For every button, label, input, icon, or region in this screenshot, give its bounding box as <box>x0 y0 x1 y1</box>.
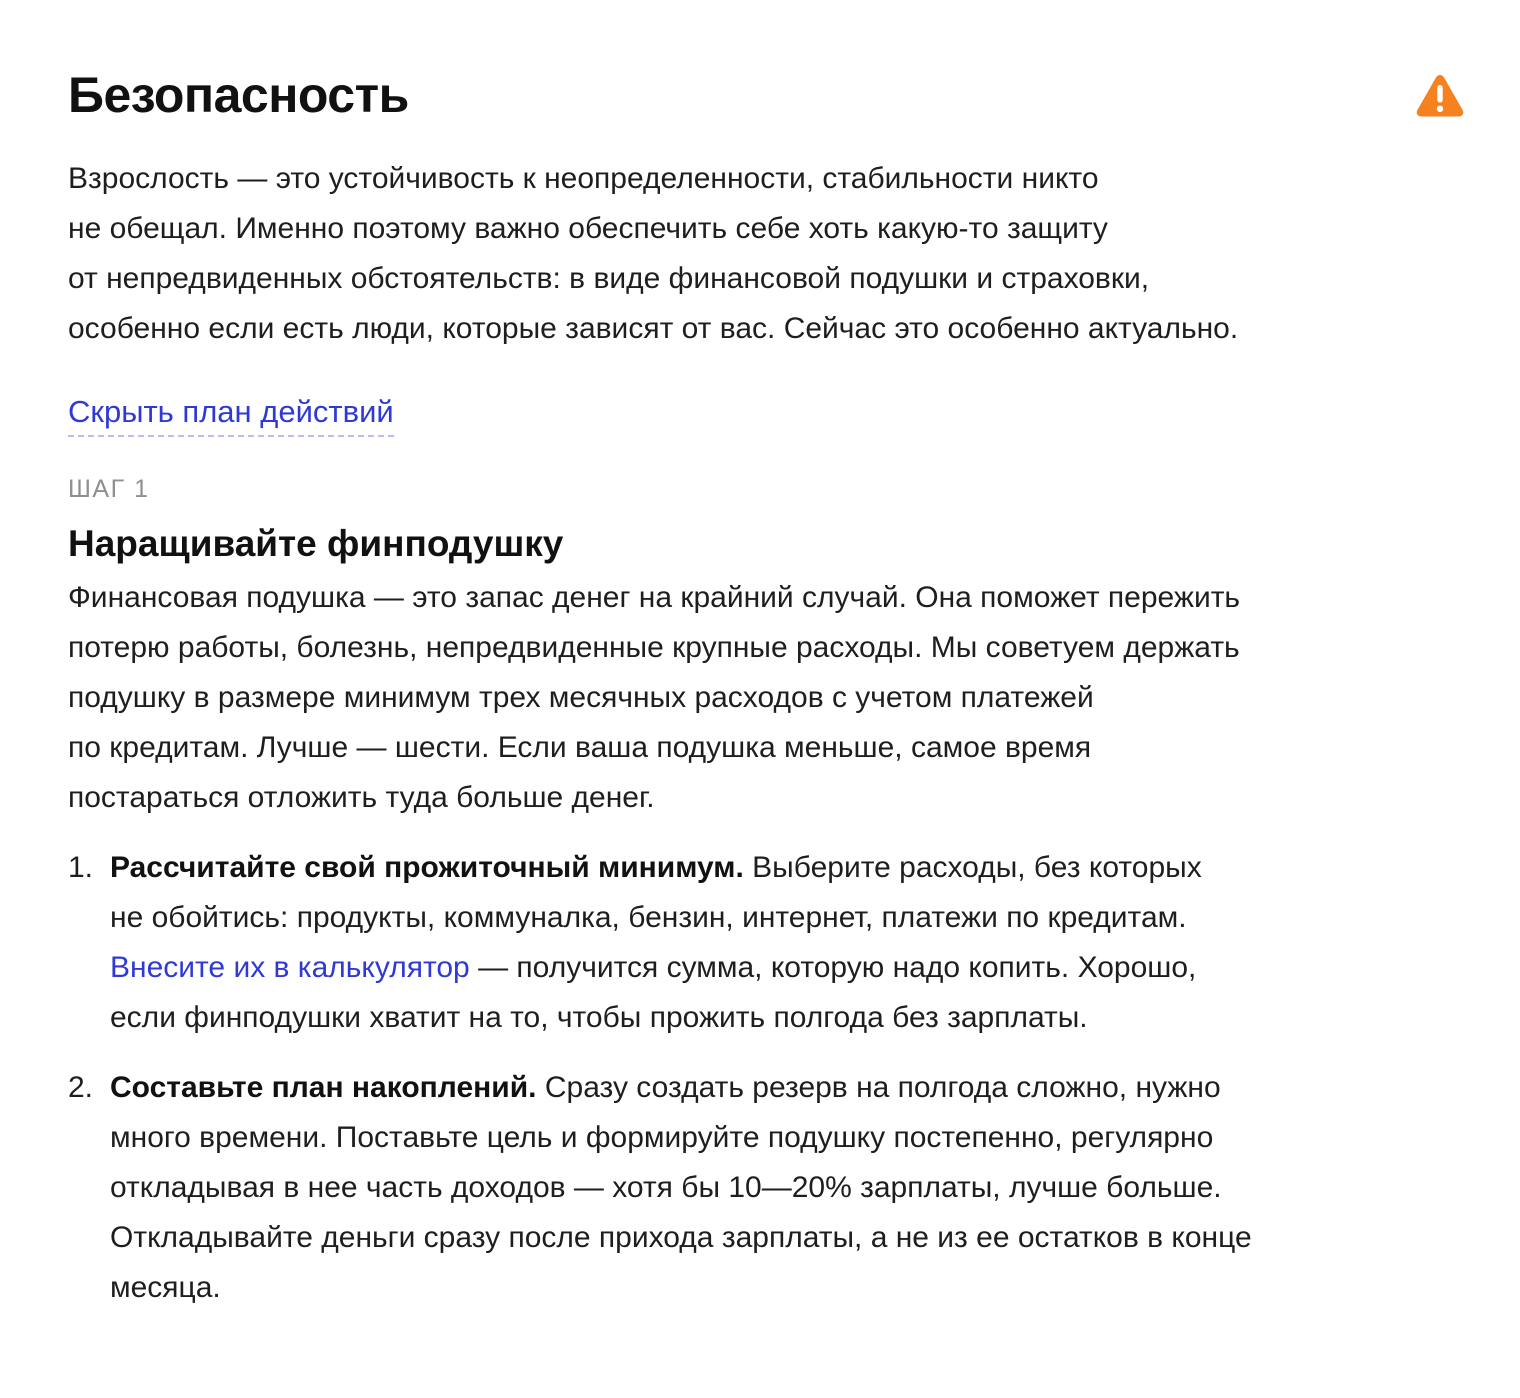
list-item-text: — получится сумма, которую надо копить. Хорошо, <box>478 951 1197 984</box>
list-item-text: месяца. <box>110 1271 221 1304</box>
step-title: Наращивайте финподушку <box>68 523 564 564</box>
step-description <box>68 573 1463 823</box>
section-title: Безопасность <box>68 67 409 123</box>
list-item-text: Сразу создать резерв на полгода сложно, нужно <box>544 1071 1221 1104</box>
intro-line: не обещал. Именно поэтому важно обеспечить себе хоть какую-то защиту <box>68 212 1108 245</box>
list-item-heading: Рассчитайте свой прожиточный минимум. <box>110 851 744 884</box>
hide-action-plan-link[interactable]: Скрыть план действий <box>68 392 394 437</box>
list-item <box>68 1063 1465 1313</box>
list-item-text: много времени. Поставьте цель и формируйте подушку постепенно, регулярно <box>110 1121 1214 1154</box>
intro-line: особенно если есть люди, которые зависят от вас. Сейчас это особенно актуально. <box>68 312 1239 345</box>
description-line: потерю работы, болезнь, непредвиденные крупные расходы. Мы советуем держать <box>68 631 1240 664</box>
section-intro <box>68 154 1463 354</box>
calculator-link[interactable]: Внесите их в калькулятор <box>110 951 470 984</box>
list-item-text: откладывая в нее часть доходов — хотя бы 10—20% зарплаты, лучше больше. <box>110 1171 1222 1204</box>
description-line: постараться отложить туда больше денег. <box>68 781 655 814</box>
intro-line: Взрослость — это устойчивость к неопределенности, стабильности никто <box>68 162 1099 195</box>
list-item-heading: Составьте план накоплений. <box>110 1071 537 1104</box>
list-item-text: Выберите расходы, без которых <box>752 851 1202 884</box>
list-item-number: 2. <box>68 1071 94 1104</box>
description-line: по кредитам. Лучше — шести. Если ваша подушка меньше, самое время <box>68 731 1092 764</box>
list-item-text: не обойтись: продукты, коммуналка, бензин, интернет, платежи по кредитам. <box>110 901 1187 934</box>
section-header <box>68 60 1468 134</box>
step-label: ШАГ 1 <box>68 475 150 503</box>
description-line: подушку в размере минимум трех месячных расходов с учетом платежей <box>68 681 1094 714</box>
list-item-number: 1. <box>68 851 94 884</box>
list-item <box>68 843 1465 1043</box>
security-section <box>68 60 1468 1313</box>
list-item-text: если финподушки хватит на то, чтобы прожить полгода без зарплаты. <box>110 1001 1088 1034</box>
intro-line: от непредвиденных обстоятельств: в виде финансовой подушки и страховки, <box>68 262 1150 295</box>
action-list <box>68 843 1468 1313</box>
description-line: Финансовая подушка — это запас денег на крайний случай. Она поможет пережить <box>68 581 1241 614</box>
warning-triangle-icon <box>1415 72 1465 118</box>
list-item-text: Откладывайте деньги сразу после прихода зарплаты, а не из ее остатков в конце <box>110 1221 1252 1254</box>
